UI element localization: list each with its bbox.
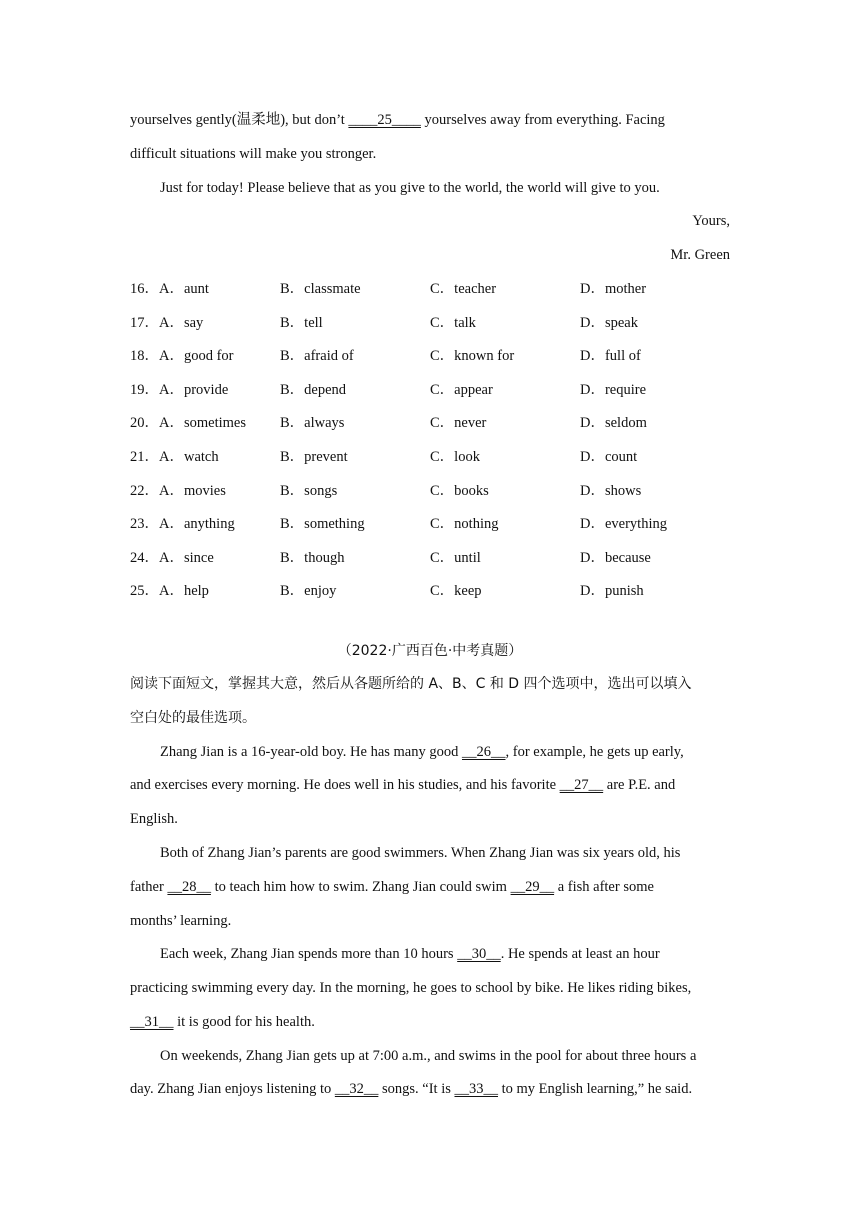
question-row — [130, 340, 730, 374]
option-b: B．prevent — [280, 448, 348, 465]
option-b: B．something — [280, 516, 365, 533]
passage-line: months’ learning. — [130, 912, 232, 929]
option-a: 25．A．help — [130, 583, 209, 600]
question-row — [130, 307, 730, 341]
passage-line: Just for today! Please believe that as you give to the world, the world will give to you. — [160, 179, 660, 196]
option-a: 17．A．say — [130, 314, 204, 331]
question-row — [130, 441, 730, 475]
option-d: D．require — [580, 381, 647, 398]
passage-line — [130, 104, 730, 138]
option-c: C．known for — [430, 348, 515, 365]
blank-28: __28__ — [167, 878, 211, 895]
option-d: D．count — [580, 448, 638, 465]
option-c: C．teacher — [430, 280, 497, 297]
option-d: D．shows — [580, 482, 642, 499]
option-c: C．talk — [430, 314, 476, 331]
passage-line: and exercises every morning. He does well in his studies, and his favorite __27__ are P.E. and — [130, 777, 676, 794]
option-d: D．everything — [580, 516, 667, 533]
option-c: C．look — [430, 448, 480, 465]
blank-29: __29__ — [510, 878, 555, 895]
question-row — [130, 407, 730, 441]
question-row — [130, 374, 730, 408]
option-a: 24．A．since — [130, 549, 214, 566]
instruction-line: 空白处的最佳选项。 — [130, 709, 256, 726]
option-a: 22．A．movies — [130, 482, 226, 499]
question-row — [130, 575, 730, 609]
option-b: B．classmate — [280, 280, 361, 297]
passage-line: father __28__ to teach him how to swim. Zhang Jian could swim __29__ a fish after some — [130, 878, 654, 895]
passage-line: difficult situations will make you stronger. — [130, 145, 377, 162]
blank-26: __26__ — [462, 743, 506, 760]
option-a: 16．A．aunt — [130, 280, 209, 297]
option-c: C．appear — [430, 381, 493, 398]
option-a: 18．A．good for — [130, 348, 234, 365]
option-b: B．always — [280, 415, 345, 432]
option-b: B．enjoy — [280, 583, 337, 600]
text: yourselves gently(温柔地), but don’t — [130, 112, 349, 128]
passage-line: Both of Zhang Jian’s parents are good swimmers. When Zhang Jian was six years old, his — [160, 844, 681, 861]
letter-signature: Mr. Green — [670, 247, 730, 264]
text: yourselves away from everything. Facing — [420, 112, 665, 128]
question-row — [130, 475, 730, 509]
blank-31: __31__ — [130, 1013, 174, 1030]
option-b: B．afraid of — [280, 348, 354, 365]
letter-closing: Yours, — [692, 213, 730, 230]
passage-line: __31__ it is good for his health. — [130, 1013, 315, 1030]
options-list — [130, 273, 730, 609]
option-c: C．keep — [430, 583, 482, 600]
instruction-line: 阅读下面短文，掌握其大意，然后从各题所给的 A、B、C 和 D 四个选项中，选出可以填入 — [130, 675, 692, 692]
question-row — [130, 508, 730, 542]
blank-33: __33__ — [454, 1081, 498, 1098]
passage-line: practicing swimming every day. In the morning, he goes to school by bike. He likes riding bikes, — [130, 980, 692, 997]
option-b: B．depend — [280, 381, 347, 398]
option-a: 21．A．watch — [130, 448, 219, 465]
option-b: B．songs — [280, 482, 338, 499]
option-a: 23．A．anything — [130, 516, 235, 533]
passage-line: English. — [130, 811, 178, 828]
blank-32: __32__ — [334, 1081, 379, 1098]
blank-25: ____25____ — [348, 112, 421, 128]
option-b: B．though — [280, 549, 345, 566]
passage-line: On weekends, Zhang Jian gets up at 7:00 a.m., and swims in the pool for about three hours a — [160, 1047, 697, 1064]
passage-line: Zhang Jian is a 16-year-old boy. He has many good __26__, for example, he gets up early, — [160, 743, 684, 760]
source-heading: （2022·广西百色·中考真题） — [337, 642, 523, 659]
passage-line: Each week, Zhang Jian spends more than 10 hours __30__. He spends at least an hour — [160, 946, 660, 963]
blank-27: __27__ — [559, 777, 604, 794]
option-d: D．punish — [580, 583, 644, 600]
question-row — [130, 273, 730, 307]
option-d: D．mother — [580, 280, 647, 297]
option-d: D．full of — [580, 348, 641, 365]
option-c: C．books — [430, 482, 489, 499]
option-d: D．speak — [580, 314, 638, 331]
option-c: C．nothing — [430, 516, 499, 533]
document-page — [130, 104, 730, 1107]
option-a: 19．A．provide — [130, 381, 229, 398]
option-c: C．until — [430, 549, 481, 566]
option-d: D．because — [580, 549, 651, 566]
option-b: B．tell — [280, 314, 323, 331]
option-a: 20．A．sometimes — [130, 415, 246, 432]
option-c: C．never — [430, 415, 487, 432]
option-d: D．seldom — [580, 415, 647, 432]
question-row — [130, 542, 730, 576]
blank-30: __30__ — [457, 946, 501, 963]
passage-line: day. Zhang Jian enjoys listening to __32__ songs. “It is __33__ to my English learning,” he said. — [130, 1081, 693, 1098]
